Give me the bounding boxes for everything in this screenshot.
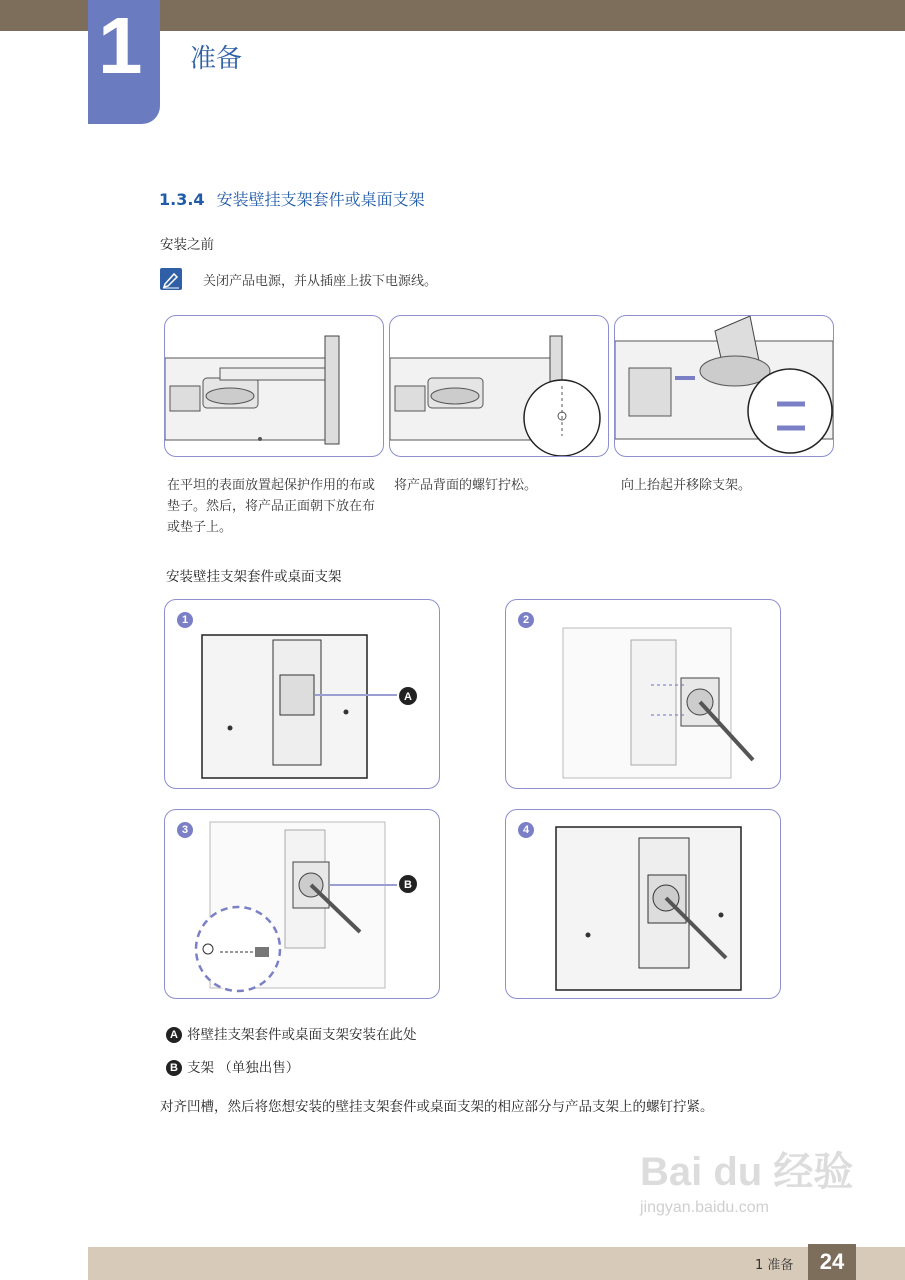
watermark-url: jingyan.baidu.com: [640, 1199, 769, 1216]
body-text: 对齐凹槽，然后将您想安装的壁挂支架套件或桌面支架的相应部分与产品支架上的螺钉拧紧。: [160, 1099, 714, 1115]
section-number: 1.3.4: [159, 190, 205, 209]
legend-a-text: 将壁挂支架套件或桌面支架安装在此处: [187, 1027, 417, 1043]
step-number-3: 3: [177, 822, 193, 838]
legend-a-badge: A: [166, 1027, 182, 1043]
prep-caption-2: 将产品背面的螺钉拧松。: [394, 478, 538, 493]
install-heading: 安装壁挂支架套件或桌面支架: [166, 569, 342, 585]
prep-image-3: [614, 315, 834, 457]
section-heading: 安装壁挂支架套件或桌面支架: [216, 190, 425, 209]
step-number-4: 4: [518, 822, 534, 838]
step-number-1: 1: [177, 612, 193, 628]
callout-b-1: B: [404, 879, 412, 891]
note-icon: [160, 268, 182, 290]
prep-caption-3: 向上抬起并移除支架。: [621, 478, 752, 493]
step-image-4: [505, 809, 781, 999]
prep-caption-1: 在平坦的表面放置起保护作用的布或垫子。然后，将产品正面朝下放在布或垫子上。: [167, 478, 376, 535]
prep-image-1: [164, 315, 384, 457]
before-heading: 安装之前: [160, 237, 214, 253]
watermark-brand: Bai du 经验: [640, 1150, 854, 1194]
step-number-2: 2: [518, 612, 534, 628]
step-image-2: [505, 599, 781, 789]
legend-a: [166, 1023, 417, 1043]
note-text: 关闭产品电源，并从插座上拔下电源线。: [203, 274, 438, 289]
chapter-title: 准备: [190, 44, 243, 74]
legend-b-badge: B: [166, 1060, 182, 1076]
chapter-number: 1: [98, 1, 143, 90]
legend-b: [166, 1056, 299, 1076]
step-image-1: [164, 599, 440, 789]
baidu-watermark: [640, 1140, 853, 1217]
prep-image-2: [389, 315, 609, 457]
legend-b-text: 支架 （单独出售）: [187, 1060, 300, 1076]
step-image-3: [164, 809, 440, 999]
callout-a-1: A: [404, 691, 412, 703]
section-title: [159, 187, 425, 210]
footer-chapter-label: 1 准备: [755, 1258, 794, 1273]
page-number: 24: [808, 1244, 856, 1280]
